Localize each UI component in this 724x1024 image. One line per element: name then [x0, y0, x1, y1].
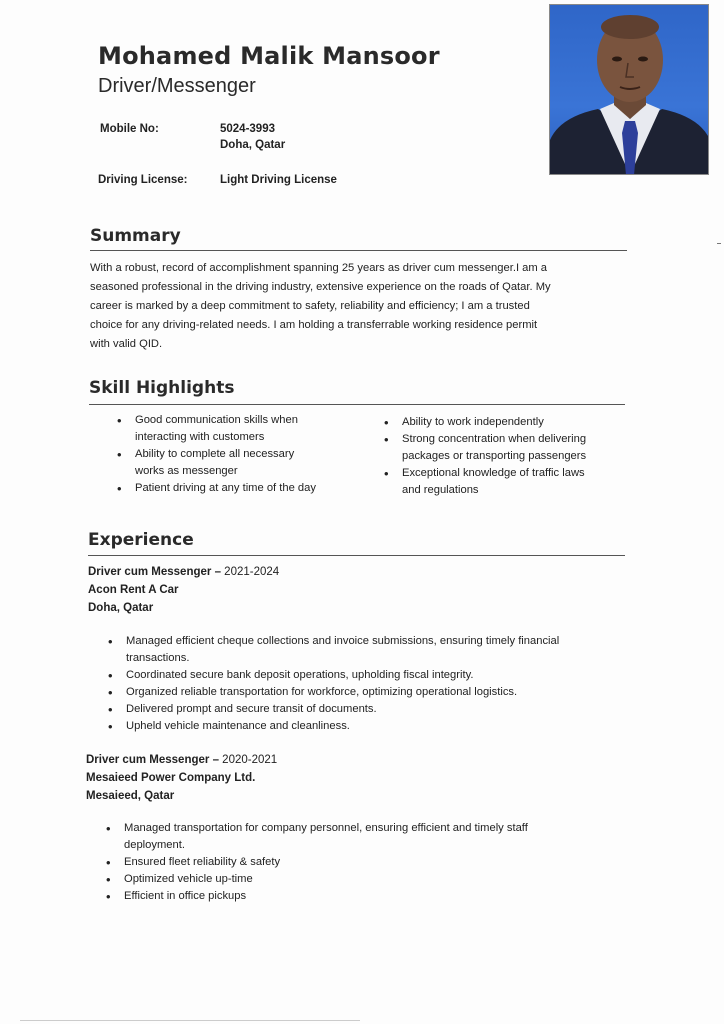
experience-divider [88, 555, 625, 556]
job-2-duties [104, 820, 634, 905]
scan-mark [717, 243, 721, 244]
summary-line: career is marked by a deep commitment to safety, reliability and efficiency; I am a trusted [90, 300, 530, 312]
job-2-header [86, 751, 277, 805]
duty-item: • Managed efficient cheque collections and invoice submissions, ensuring timely financial transactions. [106, 633, 636, 667]
skill-item: • Ability to work independently [382, 414, 642, 431]
skills-heading: Skill Highlights [89, 378, 235, 398]
job-2-company: Mesaieed Power Company Ltd. [86, 772, 256, 784]
skills-divider [89, 404, 625, 405]
skill-item: • Ability to complete all necessary works as messenger [115, 446, 375, 480]
summary-line: choice for any driving-related needs. I am holding a transferrable working residence permit [90, 319, 538, 331]
license-value: Light Driving License [220, 174, 337, 186]
summary-line: seasoned professional in the driving industry, extensive experience on the roads of Qatar. My [90, 281, 551, 293]
job-1-role-line: Driver cum Messenger – 2021-2024 [88, 566, 280, 578]
mobile-value: 5024-3993 [220, 123, 275, 135]
duty-item: • Delivered prompt and secure transit of documents. [106, 701, 636, 718]
job-1-dates: 2021-2024 [224, 566, 280, 578]
job-2-dates: 2020-2021 [222, 754, 278, 766]
job-1-location: Doha, Qatar [88, 602, 154, 614]
candidate-title: Driver/Messenger [98, 75, 256, 97]
skill-item: • Strong concentration when delivering packages or transporting passengers [382, 431, 642, 465]
skill-item: • Patient driving at any time of the day [115, 480, 375, 497]
footer-scan-line [20, 1020, 360, 1021]
skill-item: • Exceptional knowledge of traffic laws and regulations [382, 465, 642, 499]
location-value: Doha, Qatar [220, 139, 286, 151]
job-1-header [88, 563, 279, 617]
job-1-role: Driver cum Messenger [88, 566, 212, 578]
job-2-role-line: Driver cum Messenger – 2020-2021 [86, 754, 278, 766]
experience-heading: Experience [88, 530, 194, 550]
summary-paragraph [90, 259, 620, 354]
license-label: Driving License: [98, 174, 188, 186]
summary-divider [90, 250, 627, 251]
skill-item: • Good communication skills when interacting with customers [115, 412, 375, 446]
duty-item: • Upheld vehicle maintenance and cleanliness. [106, 718, 636, 735]
job-2-role: Driver cum Messenger [86, 754, 210, 766]
candidate-name: Mohamed Malik Mansoor [98, 42, 440, 70]
profile-photo [549, 4, 709, 175]
duty-item: • Ensured fleet reliability & safety [104, 854, 634, 871]
job-2-location: Mesaieed, Qatar [86, 790, 175, 802]
skills-left-list [115, 412, 375, 497]
duty-item: • Optimized vehicle up-time [104, 871, 634, 888]
summary-line: With a robust, record of accomplishment spanning 25 years as driver cum messenger.I am a [90, 262, 548, 274]
duty-item: • Managed transportation for company personnel, ensuring efficient and timely staff deployment. [104, 820, 634, 854]
job-1-duties [106, 633, 636, 735]
job-1-company: Acon Rent A Car [88, 584, 179, 596]
duty-item: • Coordinated secure bank deposit operations, upholding fiscal integrity. [106, 667, 636, 684]
mobile-label: Mobile No: [100, 123, 159, 135]
summary-heading: Summary [90, 226, 181, 246]
portrait-image [550, 5, 709, 175]
skills-right-list [382, 414, 642, 499]
duty-item: • Efficient in office pickups [104, 888, 634, 905]
summary-line: with valid QID. [90, 338, 163, 350]
duty-item: • Organized reliable transportation for workforce, optimizing operational logistics. [106, 684, 636, 701]
